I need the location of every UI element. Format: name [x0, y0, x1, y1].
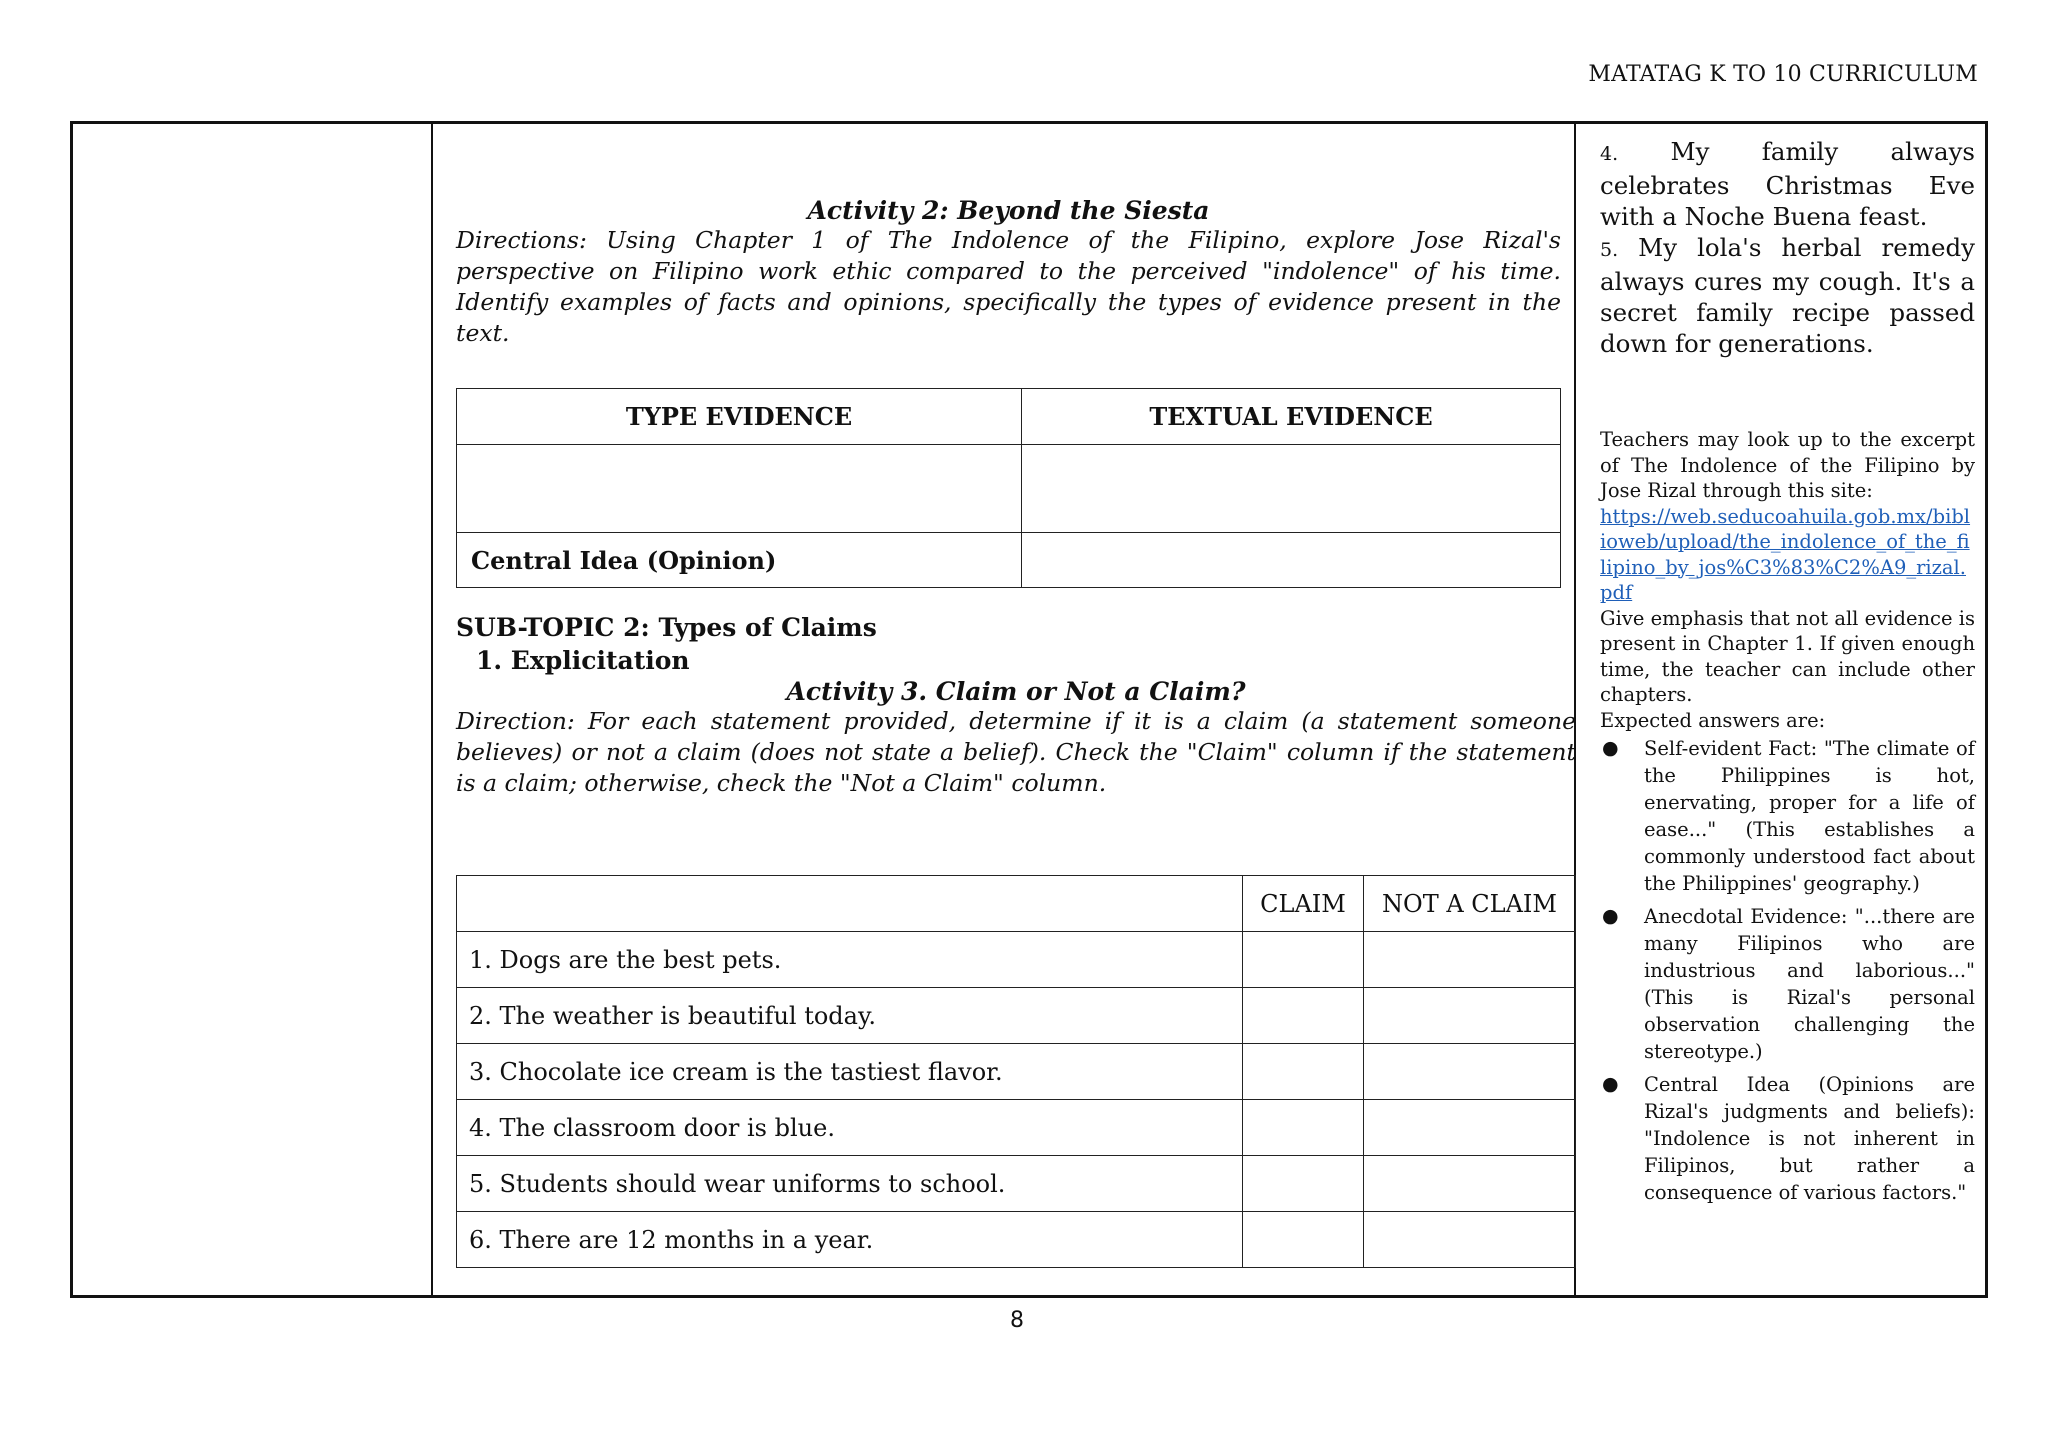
list-item: ● Anecdotal Evidence: "...there are many Filipinos who are industrious and laborious..." (This is Rizal's personal observation challenging the stereotype.) — [1602, 905, 1975, 1063]
statement-cell: 1. Dogs are the best pets. — [457, 932, 1243, 988]
table-row — [457, 533, 1561, 588]
evidence-cell[interactable] — [1022, 533, 1561, 588]
not-claim-checkbox-cell[interactable] — [1364, 1044, 1576, 1100]
subtopic-item: 1. Explicitation — [476, 646, 690, 675]
statement-cell: 4. The classroom door is blue. — [457, 1100, 1243, 1156]
claim-checkbox-cell[interactable] — [1243, 988, 1364, 1044]
not-claim-checkbox-cell[interactable] — [1364, 988, 1576, 1044]
table-row — [457, 1044, 1576, 1100]
claim-table — [456, 875, 1576, 1268]
table-header-row — [457, 876, 1576, 932]
lesson-table — [70, 121, 1988, 1298]
bullet-icon: ● — [1602, 737, 1619, 759]
statement-cell: 2. The weather is beautiful today. — [457, 988, 1243, 1044]
header-statement — [457, 876, 1243, 932]
claim-checkbox-cell[interactable] — [1243, 1100, 1364, 1156]
example-item-4: 4. My family always celebrates Christmas Eve with a Noche Buena feast. — [1600, 137, 1975, 231]
column-divider-left — [431, 124, 433, 1295]
activity3-title: Activity 3. Claim or Not a Claim? — [786, 677, 1246, 706]
not-claim-checkbox-cell[interactable] — [1364, 1212, 1576, 1268]
claim-checkbox-cell[interactable] — [1243, 932, 1364, 988]
bullet-icon: ● — [1602, 1073, 1619, 1095]
claim-checkbox-cell[interactable] — [1243, 1044, 1364, 1100]
activity-column — [445, 124, 1574, 1295]
list-item: ● Self-evident Fact: "The climate of the Philippines is hot, enervating, proper for a life of ease..." (This establishes a commonly understood fact about the Philippines' geography.) — [1602, 737, 1975, 895]
claim-checkbox-cell[interactable] — [1243, 1156, 1364, 1212]
not-claim-checkbox-cell[interactable] — [1364, 932, 1576, 988]
statement-cell: 5. Students should wear uniforms to school. — [457, 1156, 1243, 1212]
statement-cell: 6. There are 12 months in a year. — [457, 1212, 1243, 1268]
expected-answers-label: Expected answers are: — [1600, 708, 1826, 732]
central-idea-label: Central Idea (Opinion) — [457, 533, 1022, 588]
table-row — [457, 932, 1576, 988]
curriculum-header: MATATAG K TO 10 CURRICULUM — [1588, 62, 1978, 87]
header-textual-evidence: TEXTUAL EVIDENCE — [1022, 389, 1561, 445]
header-not-a-claim: NOT A CLAIM — [1364, 876, 1576, 932]
statement-cell: 3. Chocolate ice cream is the tastiest flavor. — [457, 1044, 1243, 1100]
bullet-icon: ● — [1602, 905, 1619, 927]
evidence-cell[interactable] — [457, 445, 1022, 533]
excerpt-link-wrap — [1600, 504, 1975, 606]
expected-answers-list — [1600, 735, 1975, 1206]
teacher-notes-column — [1588, 124, 1985, 1295]
emphasis-note: Give emphasis that not all evidence is present in Chapter 1. If given enough time, the teacher can include other chapters. — [1600, 606, 1975, 706]
evidence-cell[interactable] — [1022, 445, 1561, 533]
excerpt-link[interactable]: https://web.seducoahuila.gob.mx/biblioweb/upload/the_indolence_of_the_filipino_by_jos%C3%83%C2%A9_rizal.pdf — [1600, 504, 1971, 604]
table-row — [457, 1156, 1576, 1212]
activity3-directions: Direction: For each statement provided, determine if it is a claim (a statement someone believes) or not a claim (does not state a belief). Check the "Claim" column if the statement is a claim; otherwise, check the "Not a Claim" column. — [456, 707, 1576, 797]
activity2-title: Activity 2: Beyond the Siesta — [807, 196, 1210, 225]
list-item: ● Central Idea (Opinions are Rizal's judgments and beliefs): "Indolence is not inherent in Filipinos, but rather a consequence of various factors." — [1602, 1073, 1975, 1204]
table-row — [457, 1100, 1576, 1156]
not-claim-checkbox-cell[interactable] — [1364, 1156, 1576, 1212]
page-number: 8 — [1010, 1308, 1024, 1333]
not-claim-checkbox-cell[interactable] — [1364, 1100, 1576, 1156]
table-row — [457, 1212, 1576, 1268]
table-row — [457, 988, 1576, 1044]
evidence-table — [456, 388, 1561, 588]
activity2-directions: Directions: Using Chapter 1 of The Indolence of the Filipino, explore Jose Rizal's perspective on Filipino work ethic compared to the perceived "indolence" of his time. Identify examples of facts and opinions, specifically the types of evidence present in the text. — [456, 226, 1561, 347]
header-type-evidence: TYPE EVIDENCE — [457, 389, 1022, 445]
teacher-note: Teachers may look up to the excerpt of The Indolence of the Filipino by Jose Rizal through this site: — [1600, 428, 1975, 502]
subtopic-title: SUB-TOPIC 2: Types of Claims — [456, 613, 877, 642]
header-claim: CLAIM — [1243, 876, 1364, 932]
table-header-row — [457, 389, 1561, 445]
example-item-5: 5. My lola's herbal remedy always cures my cough. It's a secret family recipe passed down for generations. — [1600, 233, 1975, 358]
table-row — [457, 445, 1561, 533]
claim-checkbox-cell[interactable] — [1243, 1212, 1364, 1268]
